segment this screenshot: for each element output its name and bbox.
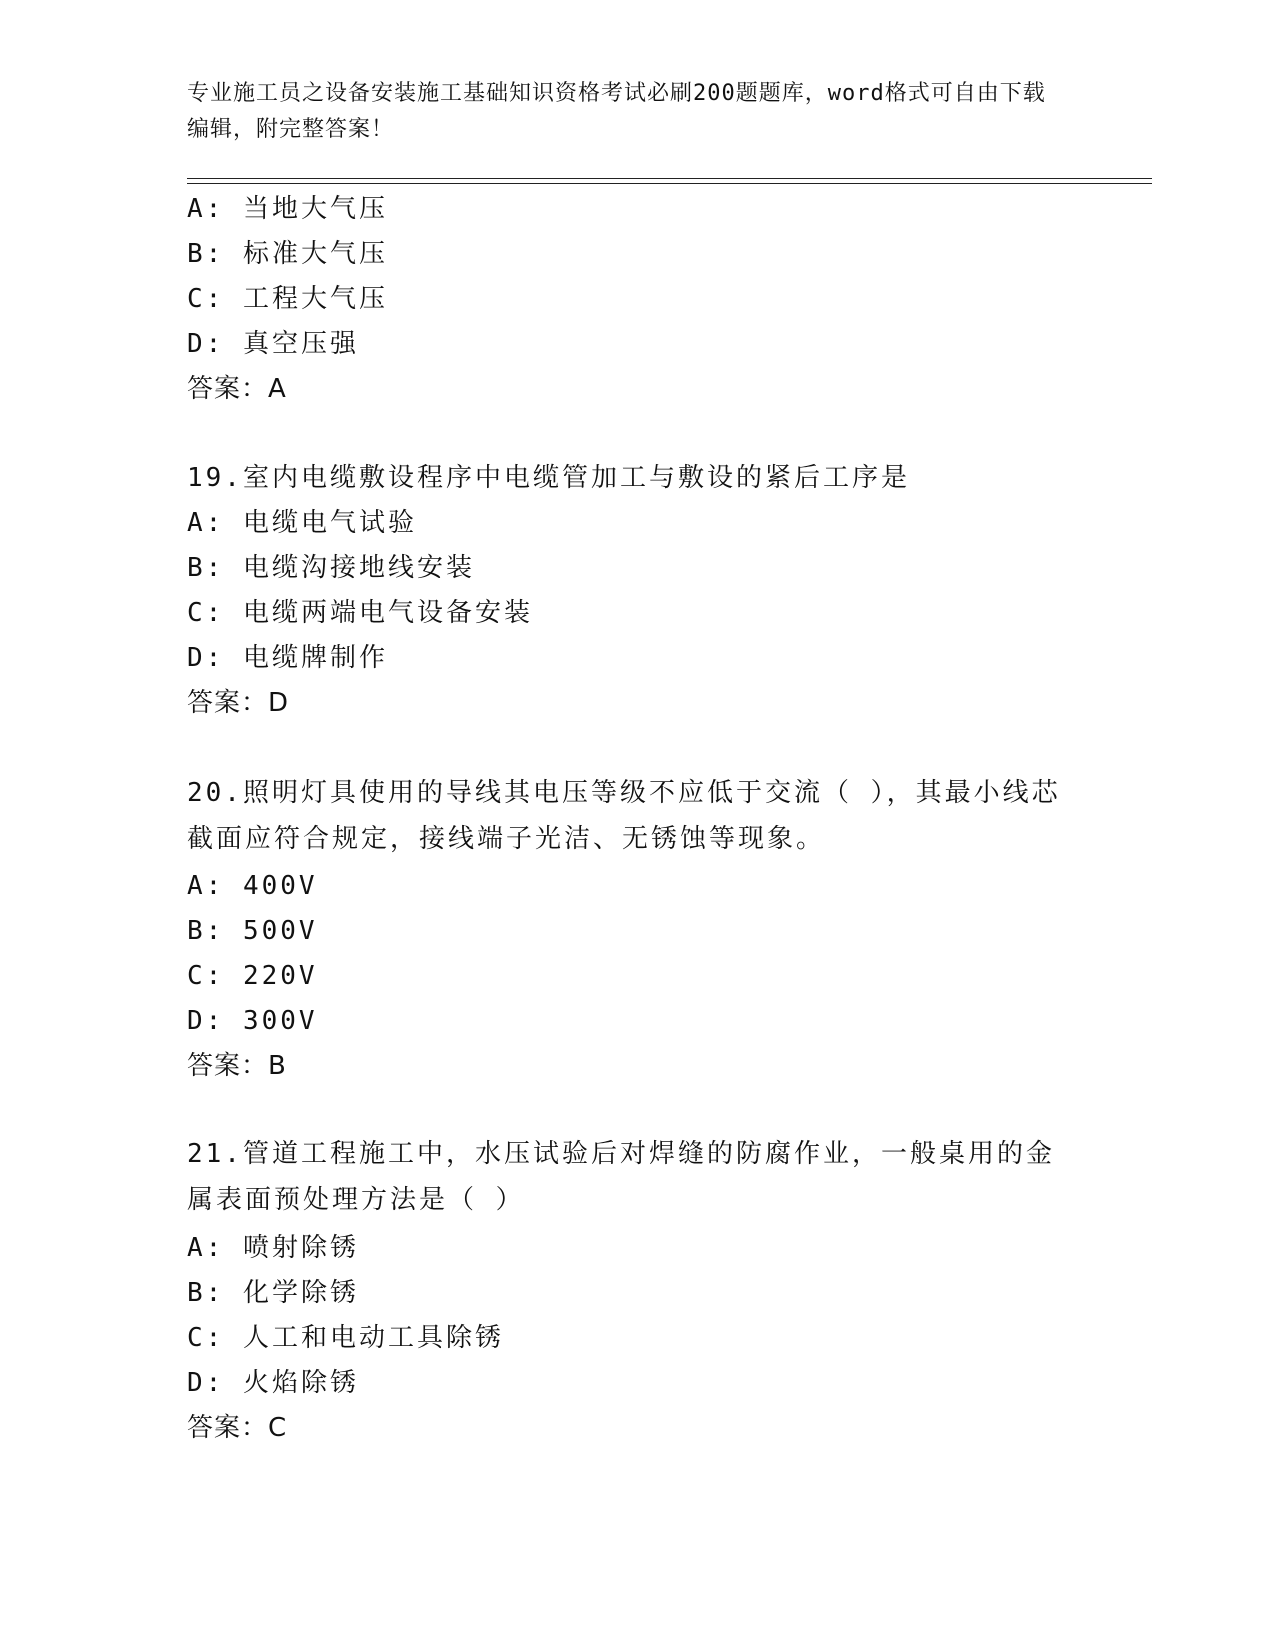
answer: 答案：B	[187, 1051, 287, 1081]
option-c: C: 电缆两端电气设备安装	[187, 598, 533, 628]
question-text: 19.室内电缆敷设程序中电缆管加工与敷设的紧后工序是	[187, 463, 910, 493]
question-text: 20.照明灯具使用的导线其电压等级不应低于交流（ ），其最小线芯截面应符合规定，接线端子光洁、无锈蚀等现象。	[187, 778, 1061, 854]
option-c: C: 人工和电动工具除锈	[187, 1323, 504, 1353]
answer: 答案：C	[187, 1413, 288, 1443]
option-a: A: 电缆电气试验	[187, 508, 417, 538]
option-c: C: 220V	[187, 961, 318, 991]
option-b: B: 电缆沟接地线安装	[187, 553, 475, 583]
header-divider-top	[187, 178, 1152, 179]
option-d: D: 300V	[187, 1006, 318, 1036]
option-b: B: 化学除锈	[187, 1278, 359, 1308]
option-a: A: 喷射除锈	[187, 1233, 359, 1263]
option-d: D: 火焰除锈	[187, 1368, 359, 1398]
answer: 答案：D	[187, 688, 290, 718]
question-text: 21.管道工程施工中，水压试验后对焊缝的防腐作业，一般桌用的金属表面预处理方法是（ ）	[187, 1139, 1055, 1215]
option-a: A: 400V	[187, 871, 318, 901]
option-b: B: 标准大气压	[187, 239, 388, 269]
answer: 答案：A	[187, 374, 287, 404]
option-a: A: 当地大气压	[187, 194, 388, 224]
option-d: D: 真空压强	[187, 329, 359, 359]
header-divider-bottom	[187, 183, 1152, 184]
option-b: B: 500V	[187, 916, 318, 946]
option-d: D: 电缆牌制作	[187, 643, 388, 673]
option-c: C: 工程大气压	[187, 284, 388, 314]
document-header: 专业施工员之设备安装施工基础知识资格考试必刷200题题库，word格式可自由下载编辑，附完整答案！	[187, 81, 1046, 142]
